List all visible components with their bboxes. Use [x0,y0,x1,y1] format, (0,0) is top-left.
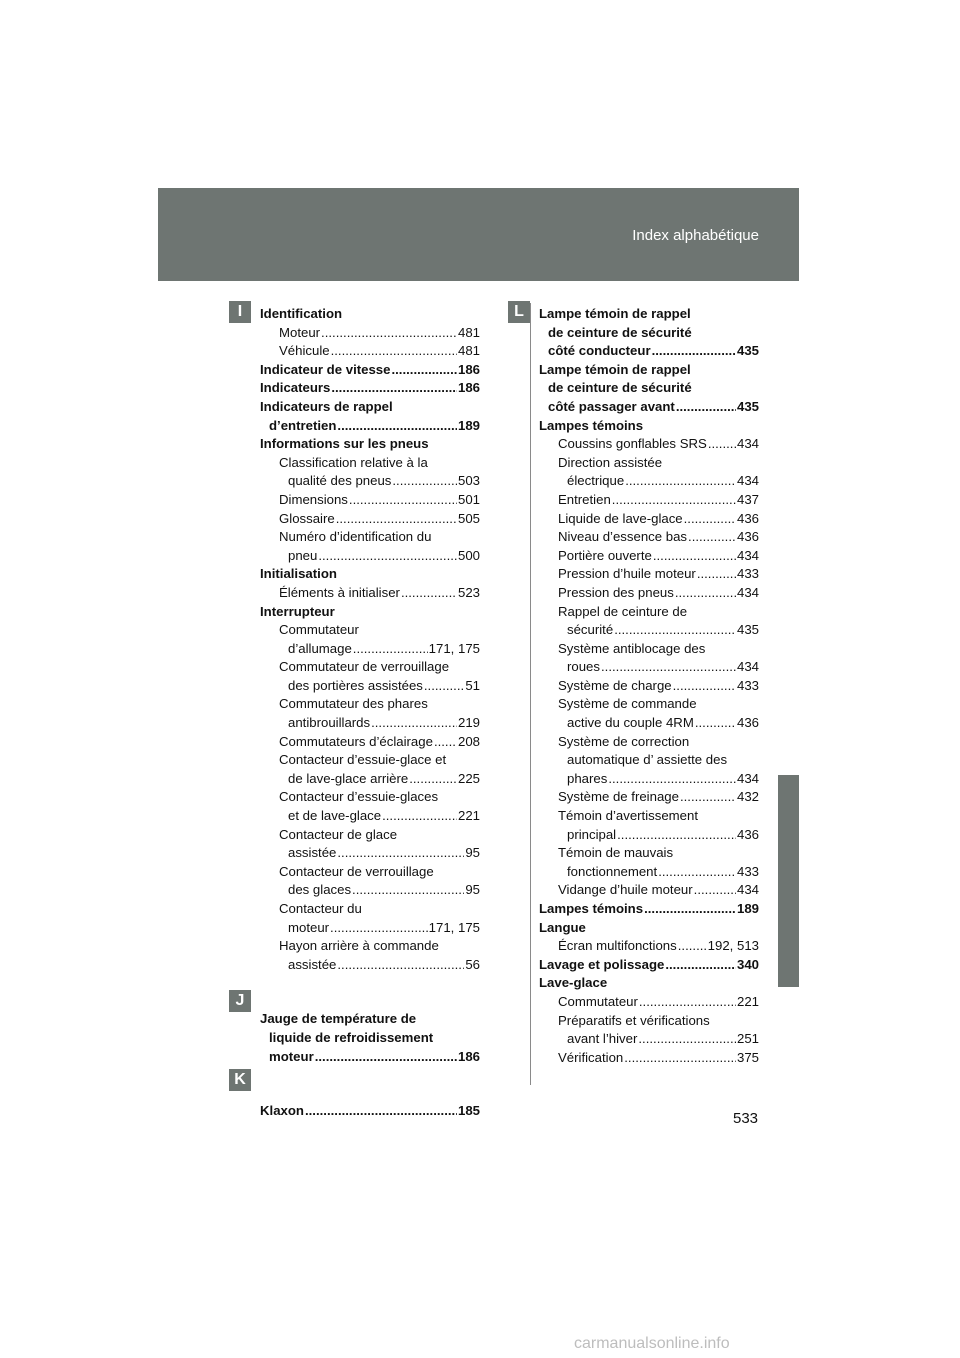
dot-leader [401,584,457,603]
index-entry [539,937,759,956]
entry-term: Jauge de température de [260,1011,417,1027]
entry-term: des glaces [288,882,352,898]
index-entry [260,714,480,733]
index-entry [539,919,759,938]
entry-term: de ceinture de sécurité [548,380,692,396]
entry-page-ref[interactable]: 432 [736,789,759,805]
index-entry [260,510,480,529]
entry-term: Écran multifonctions [558,938,677,954]
index-entry [260,733,480,752]
index-entry [539,974,759,993]
entry-term: de ceinture de sécurité [548,324,692,340]
entry-page-ref[interactable]: 434 [736,436,759,452]
entry-page-ref[interactable]: 221 [736,993,759,1009]
index-entry [539,510,759,529]
entry-term: Contacteur du [279,901,362,916]
entry-term: Numéro d’identification du [279,529,432,545]
entry-page-ref[interactable]: 434 [736,770,759,786]
dot-leader [337,844,464,863]
index-entry [539,770,759,789]
index-entry [260,770,480,789]
entry-page-ref[interactable]: 219 [457,715,480,731]
entry-page-ref[interactable]: 433 [736,677,759,693]
entry-page-ref[interactable]: 436 [736,715,759,731]
entry-term: Informations sur les pneus [260,436,429,452]
entry-term: Lampes témoins [539,417,644,433]
index-entry [260,472,480,491]
index-entry [260,844,480,863]
section-tab-marker [778,775,799,987]
dot-leader [652,342,736,361]
entry-term: Commutateur [279,622,359,638]
index-entry [260,1048,480,1067]
entry-term: automatique d’ assiette des [567,752,728,768]
entry-term: Direction assistée [558,454,663,470]
entry-term: qualité des pneus [288,473,392,489]
index-entry [539,342,759,361]
entry-page-ref[interactable]: 434 [736,584,759,600]
entry-page-ref[interactable]: 433 [736,566,759,582]
entry-page-ref[interactable]: 503 [457,473,480,489]
entry-term: principal [567,826,617,842]
index-entry [260,398,480,417]
dot-leader [353,640,428,659]
entry-term: d’entretien [269,417,337,433]
index-entry [539,993,759,1012]
dot-leader [337,417,457,436]
entry-term: Système de correction [558,733,690,749]
entry-term: Lampe témoin de rappel [539,306,691,321]
entry-term: Commutateur des phares [279,696,428,712]
entry-term: Hayon arrière à commande [279,938,439,954]
dot-leader [336,510,457,529]
dot-leader [305,1102,457,1121]
dot-leader [678,937,707,956]
index-entry [539,324,759,343]
entry-term: Lave-glace [539,975,608,991]
entry-page-ref[interactable]: 435 [736,398,759,414]
letter-marker-l: L [508,301,530,323]
section-spacer [260,1084,480,1102]
index-entry [260,640,480,659]
entry-page-ref[interactable]: 186 [457,1048,480,1064]
index-entry [539,547,759,566]
dot-leader [409,770,457,789]
entry-term: Pression des pneus [558,584,674,600]
index-entry [539,435,759,454]
index-entry [539,1049,759,1068]
entry-page-ref[interactable]: 56 [465,956,480,972]
entry-page-ref[interactable]: 433 [736,863,759,879]
index-entry [260,454,480,473]
entry-page-ref[interactable]: 208 [457,733,480,749]
entry-term: Contacteur de verrouillage [279,863,434,879]
index-column-left [260,305,480,1121]
section-spacer [260,992,480,1010]
dot-leader [337,956,464,975]
index-entry [539,900,759,919]
letter-marker-k: K [229,1069,251,1091]
entry-term: Indicateurs de rappel [260,398,393,414]
dot-leader [673,677,736,696]
entry-page-ref[interactable]: 340 [736,956,759,972]
index-entry [539,881,759,900]
entry-term: Contacteur de glace [279,826,398,842]
entry-term: Rappel de ceinture de [558,603,688,619]
dot-leader [424,677,464,696]
index-entry [260,677,480,696]
dot-leader [330,919,428,938]
index-entry [539,584,759,603]
dot-leader [612,491,736,510]
dot-leader [697,565,736,584]
dot-leader [352,881,464,900]
index-entry [539,640,759,659]
index-entry [539,733,759,752]
entry-term: Système de charge [558,677,672,693]
entry-page-ref[interactable]: 192, 513 [707,938,759,954]
index-entry [539,472,759,491]
entry-page-ref[interactable]: 501 [457,491,480,507]
index-entry [539,677,759,696]
index-entry [260,491,480,510]
dot-leader [617,826,736,845]
page-title: Index alphabétique [632,227,759,244]
entry-term: Vérification [558,1049,624,1065]
dot-leader [434,733,457,752]
dot-leader [675,584,736,603]
entry-page-ref[interactable]: 185 [457,1103,480,1119]
index-entry [260,603,480,622]
watermark: carmanualsonline.info [574,1335,730,1352]
entry-term: Commutateur [558,993,638,1009]
index-entry [260,361,480,380]
index-entry [539,826,759,845]
index-entry [260,1029,480,1048]
dot-leader [321,324,457,343]
entry-term: de lave-glace arrière [288,770,409,786]
entry-term: Vidange d’huile moteur [558,882,693,898]
entry-term: Dimensions [279,491,348,507]
dot-leader [680,788,736,807]
index-entry [539,863,759,882]
index-entry [539,361,759,380]
entry-page-ref[interactable]: 186 [457,361,480,377]
index-entry [539,565,759,584]
entry-term: Pression d’huile moteur [558,566,696,582]
index-entry [260,305,480,324]
dot-leader [318,547,457,566]
entry-term: côté passager avant [548,398,675,414]
dot-leader [708,435,736,454]
dot-leader [349,491,457,510]
dot-leader [688,528,736,547]
dot-leader [601,658,736,677]
entry-page-ref[interactable]: 186 [457,380,480,396]
entry-term: Classification relative à la [279,454,428,470]
entry-term: phares [567,770,608,786]
entry-term: Moteur [279,324,321,340]
entry-term: roues [567,659,600,675]
entry-term: Commutateur de verrouillage [279,659,450,675]
entry-term: Glossaire [279,510,335,526]
section-spacer [260,974,480,992]
dot-leader [614,621,736,640]
dot-leader [608,770,736,789]
entry-term: Système de commande [558,696,697,712]
index-entry [260,751,480,770]
index-entry [260,900,480,919]
dot-leader [653,547,736,566]
entry-term: Liquide de lave-glace [558,510,683,526]
entry-page-ref[interactable]: 436 [736,826,759,842]
entry-page-ref[interactable]: 189 [736,901,759,916]
entry-term: Lampes témoins [539,901,644,916]
dot-leader [658,863,736,882]
entry-term: active du couple 4RM [567,715,694,731]
page-number: 533 [733,1110,759,1127]
column-divider [530,303,531,1085]
dot-leader [371,714,457,733]
dot-leader [644,900,736,919]
entry-term: Entretien [558,491,611,507]
entry-page-ref[interactable]: 95 [465,845,480,861]
entry-page-ref[interactable]: 436 [736,510,759,526]
index-entry [539,1030,759,1049]
entry-term: d’allumage [288,640,352,656]
entry-term: électrique [567,473,625,489]
index-entry [539,491,759,510]
index-entry [539,528,759,547]
dot-leader [391,361,457,380]
index-entry [539,844,759,863]
entry-term: Témoin de mauvais [558,845,674,861]
index-entry [260,565,480,584]
entry-term: Système antiblocage des [558,640,706,656]
index-entry [539,807,759,826]
dot-leader [624,1049,736,1068]
entry-term: Système de freinage [558,789,679,805]
index-entry [260,807,480,826]
entry-term: Interrupteur [260,603,335,619]
entry-term: Initialisation [260,566,337,582]
entry-term: moteur [288,919,330,935]
index-entry [539,454,759,473]
entry-term: avant l’hiver [567,1031,638,1047]
entry-page-ref[interactable]: 221 [457,808,480,824]
entry-term: Préparatifs et vérifications [558,1012,710,1028]
index-entry [260,1102,480,1121]
entry-term: moteur [269,1048,314,1064]
index-entry [260,863,480,882]
entry-term: des portières assistées [288,677,423,693]
index-entry [539,751,759,770]
index-entry [260,788,480,807]
entry-page-ref[interactable]: 95 [465,882,480,898]
entry-term: Coussins gonflables SRS [558,436,707,452]
dot-leader [392,472,457,491]
entry-term: Langue [539,919,586,935]
index-entry [260,379,480,398]
dot-leader [684,510,736,529]
entry-term: Véhicule [279,343,330,359]
letter-marker-j: J [229,990,251,1012]
entry-page-ref[interactable]: 375 [736,1049,759,1065]
index-entry [260,956,480,975]
index-entry [539,956,759,975]
entry-term: Contacteur d’essuie-glace et [279,752,447,768]
index-entry [260,547,480,566]
entry-page-ref[interactable]: 51 [465,677,480,693]
entry-page-ref[interactable]: 171, 175 [428,640,480,656]
entry-term: assistée [288,845,337,861]
entry-page-ref[interactable]: 434 [736,659,759,675]
index-entry [539,788,759,807]
dot-leader [638,1030,736,1049]
entry-term: et de lave-glace [288,808,382,824]
entry-page-ref[interactable]: 523 [457,584,480,600]
index-entry [539,621,759,640]
entry-page-ref[interactable]: 481 [457,324,480,340]
index-entry [260,584,480,603]
section-spacer [260,1066,480,1084]
entry-page-ref[interactable]: 434 [736,882,759,898]
entry-term: Identification [260,306,343,321]
index-entry [260,1010,480,1029]
entry-term: antibrouillards [288,715,371,731]
entry-page-ref[interactable]: 505 [457,510,480,526]
entry-page-ref[interactable]: 434 [736,473,759,489]
dot-leader [676,398,736,417]
index-entry [539,398,759,417]
letter-marker-i: I [229,301,251,323]
entry-term: Lavage et polissage [539,956,665,972]
dot-leader [639,993,736,1012]
entry-page-ref[interactable]: 434 [736,547,759,563]
dot-leader [331,342,457,361]
index-entry [260,695,480,714]
entry-term: Indicateurs [260,380,331,396]
dot-leader [331,379,457,398]
entry-page-ref[interactable]: 481 [457,343,480,359]
entry-page-ref[interactable]: 189 [457,417,480,433]
entry-term: Témoin d’avertissement [558,808,698,824]
header-bar [158,188,799,281]
dot-leader [315,1048,457,1067]
index-entry [260,435,480,454]
dot-leader [694,881,736,900]
entry-page-ref[interactable]: 437 [736,491,759,507]
index-entry [260,417,480,436]
entry-page-ref[interactable]: 171, 175 [428,919,480,935]
index-entry [260,919,480,938]
entry-page-ref[interactable]: 436 [736,529,759,545]
index-column-right [539,305,759,1067]
index-entry [539,417,759,436]
index-entry [539,714,759,733]
entry-term: pneu [288,547,318,563]
entry-page-ref[interactable]: 251 [736,1031,759,1047]
index-entry [539,305,759,324]
index-entry [260,826,480,845]
entry-page-ref[interactable]: 435 [736,343,759,359]
entry-term: Portière ouverte [558,547,652,563]
index-entry [539,379,759,398]
dot-leader [382,807,457,826]
index-entry [260,658,480,677]
index-entry [260,324,480,343]
entry-term: Niveau d’essence bas [558,529,688,545]
index-entry [260,621,480,640]
index-entry [539,658,759,677]
index-entry [260,528,480,547]
dot-leader [625,472,736,491]
entry-term: sécurité [567,622,614,638]
entry-term: Klaxon [260,1103,304,1119]
entry-term: Contacteur d’essuie-glaces [279,789,439,805]
index-entry [260,881,480,900]
entry-term: Commutateurs d’éclairage [279,733,433,749]
index-entry [260,342,480,361]
entry-page-ref[interactable]: 435 [736,622,759,638]
dot-leader [695,714,736,733]
entry-term: assistée [288,956,337,972]
index-entry [539,603,759,622]
entry-page-ref[interactable]: 500 [457,547,480,563]
entry-term: côté conducteur [548,343,651,359]
entry-term: Indicateur de vitesse [260,361,391,377]
entry-page-ref[interactable]: 225 [457,770,480,786]
entry-term: fonctionnement [567,863,658,879]
entry-term: liquide de refroidissement [269,1029,434,1045]
index-entry [539,1012,759,1031]
entry-term: Éléments à initialiser [279,584,400,600]
entry-term: Lampe témoin de rappel [539,361,691,377]
dot-leader [665,956,736,975]
index-entry [539,695,759,714]
index-entry [260,937,480,956]
